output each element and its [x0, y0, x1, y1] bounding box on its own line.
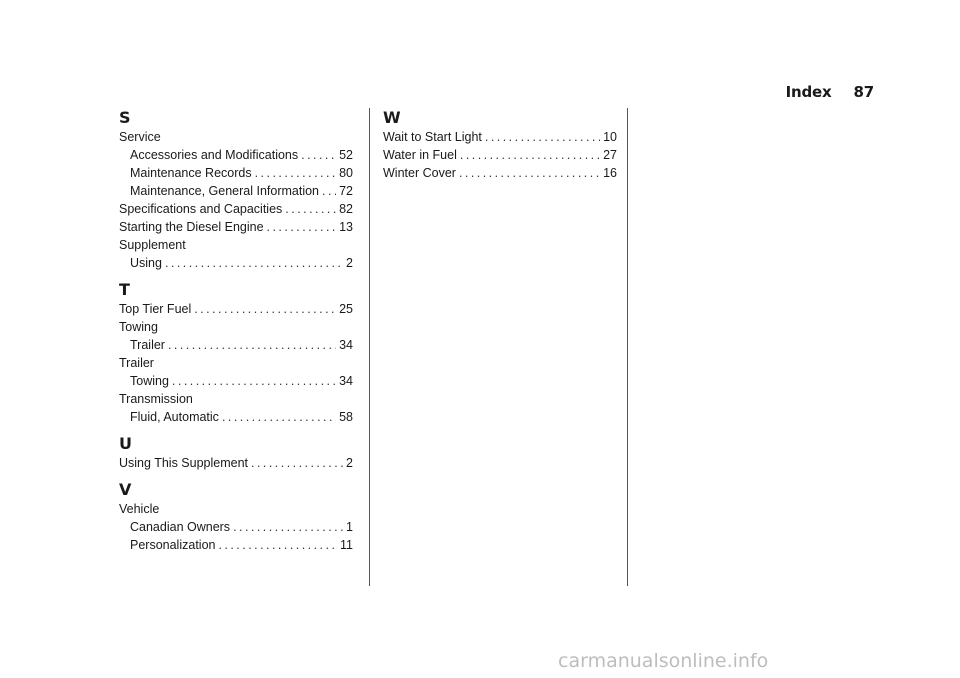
index-page-number: 34	[339, 374, 353, 388]
index-entry[interactable]	[383, 164, 617, 182]
index-entry[interactable]	[119, 182, 353, 200]
index-letter-heading: W	[383, 108, 401, 127]
index-column-1	[119, 108, 353, 554]
index-entry-heading: Trailer	[119, 356, 154, 370]
index-page-number: 1	[346, 520, 353, 534]
index-entry[interactable]	[119, 164, 353, 182]
index-entry-text: Using This Supplement	[119, 456, 249, 470]
index-page-number: 10	[603, 130, 617, 144]
column-divider	[627, 108, 628, 586]
page-header	[786, 83, 874, 101]
index-entry-heading: Supplement	[119, 238, 186, 252]
dot-leader	[285, 200, 336, 218]
index-entry-text: Specifications and Capacities	[119, 202, 283, 216]
index-entry[interactable]	[119, 254, 353, 272]
page-number: 87	[853, 83, 874, 101]
dot-leader	[222, 408, 336, 426]
index-entry-text: Personalization	[130, 538, 216, 552]
index-page-number: 16	[603, 166, 617, 180]
index-entry-text: Starting the Diesel Engine	[119, 220, 264, 234]
index-entry-text: Fluid, Automatic	[130, 410, 219, 424]
dot-leader	[251, 454, 343, 472]
index-entry-text: Using	[130, 256, 162, 270]
index-entry[interactable]	[119, 300, 353, 318]
index-entry[interactable]	[119, 200, 353, 218]
index-page-number: 72	[339, 184, 353, 198]
index-entry-text: Accessories and Modifications	[130, 148, 299, 162]
index-entry-heading: Service	[119, 130, 161, 144]
index-entry[interactable]	[119, 518, 353, 536]
index-entry-text: Winter Cover	[383, 166, 456, 180]
index-page-number: 27	[603, 148, 617, 162]
index-entry[interactable]	[119, 218, 353, 236]
dot-leader	[301, 146, 336, 164]
index-entry-text: Trailer	[130, 338, 165, 352]
dot-leader	[165, 254, 343, 272]
index-entry-text: Top Tier Fuel	[119, 302, 192, 316]
index-entry-heading: Transmission	[119, 392, 193, 406]
index-letter-heading: U	[119, 434, 132, 453]
index-page-number: 52	[339, 148, 353, 162]
index-page-number: 80	[339, 166, 353, 180]
index-letter-heading: V	[119, 480, 132, 499]
section-title: Index	[785, 83, 832, 101]
dot-leader	[255, 164, 336, 182]
dot-leader	[172, 372, 336, 390]
dot-leader	[233, 518, 343, 536]
index-entry[interactable]	[383, 128, 617, 146]
index-entry[interactable]	[119, 408, 353, 426]
index-entry[interactable]	[119, 146, 353, 164]
column-divider	[369, 108, 370, 586]
index-letter-heading: S	[119, 108, 131, 127]
index-entry[interactable]	[119, 336, 353, 354]
index-page-number: 34	[339, 338, 353, 352]
index-entry[interactable]	[119, 536, 353, 554]
index-entry-text: Canadian Owners	[130, 520, 231, 534]
index-entry[interactable]	[383, 146, 617, 164]
index-entry-heading: Vehicle	[119, 502, 160, 516]
index-page-number: 2	[346, 456, 353, 470]
index-entry-heading: Towing	[119, 320, 158, 334]
index-entry-text: Maintenance, General Information	[130, 184, 319, 198]
dot-leader	[485, 128, 600, 146]
index-page-number: 11	[340, 538, 353, 552]
index-entry-text: Water in Fuel	[383, 148, 457, 162]
dot-leader	[460, 146, 600, 164]
index-entry-text: Maintenance Records	[130, 166, 252, 180]
dot-leader	[267, 218, 337, 236]
index-entry-text: Wait to Start Light	[383, 130, 482, 144]
watermark: carmanualsonline.info	[558, 650, 769, 672]
dot-leader	[459, 164, 600, 182]
index-column-2	[383, 108, 617, 182]
index-page-number: 25	[339, 302, 353, 316]
index-page-number: 58	[339, 410, 353, 424]
index-entry-text: Towing	[130, 374, 169, 388]
dot-leader	[218, 536, 337, 554]
dot-leader	[194, 300, 336, 318]
index-page-number: 13	[339, 220, 353, 234]
index-entry[interactable]	[119, 372, 353, 390]
index-letter-heading: T	[119, 280, 130, 299]
index-page-number: 82	[339, 202, 353, 216]
index-page-number: 2	[346, 256, 353, 270]
index-entry[interactable]	[119, 454, 353, 472]
dot-leader	[168, 336, 336, 354]
dot-leader	[322, 182, 336, 200]
